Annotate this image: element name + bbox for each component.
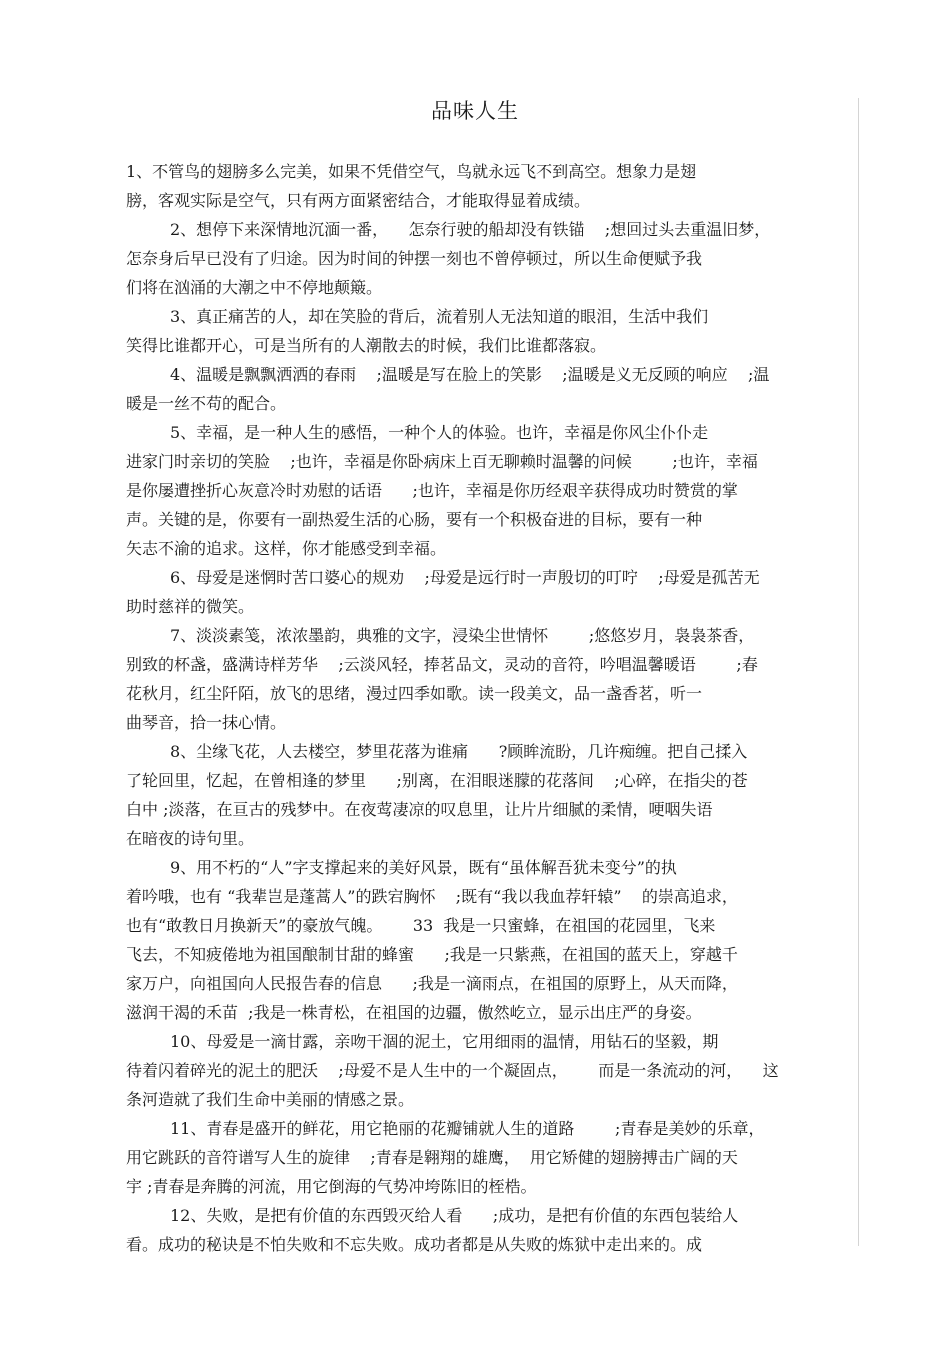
- text-line: 1、不管鸟的翅膀多么完美，如果不凭借空气，鸟就永远飞不到高空。想象力是翅: [126, 162, 697, 181]
- text-line: 曲琴音，拾一抹心情。: [126, 713, 287, 732]
- page-edge-rule: [858, 98, 859, 1246]
- text-line: 10、母爱是一滴甘露，亲吻干涸的泥土，它用细雨的温情，用钻石的坚毅，期: [170, 1032, 719, 1051]
- text-line: 11、青春是盛开的鲜花，用它艳丽的花瓣铺就人生的道路 ;青春是美妙的乐章，: [170, 1119, 765, 1138]
- text-line: 笑得比谁都开心，可是当所有的人潮散去的时候，我们比谁都落寂。: [126, 336, 607, 355]
- text-line: 花秋月，红尘阡陌，放飞的思绪，漫过四季如歌。读一段美文，品一盏香茗，听一: [126, 684, 703, 703]
- document-body: [126, 157, 856, 1259]
- text-line: 白中 ;淡落，在亘古的残梦中。在夜莺凄凉的叹息里，让片片细腻的柔情，哽咽失语: [126, 800, 713, 819]
- text-line: 用它跳跃的音符谱写人生的旋律 ;青春是翱翔的雄鹰， 用它矫健的翅膀搏击广阔的天: [126, 1148, 738, 1167]
- text-line: 待着闪着碎光的泥土的肥沃 ;母爱不是人生中的一个凝固点， 而是一条流动的河， 这: [126, 1061, 779, 1080]
- text-line: 飞去，不知疲倦地为祖国酿制甘甜的蜂蜜 ;我是一只紫燕，在祖国的蓝天上，穿越千: [126, 945, 738, 964]
- text-line: 矢志不渝的追求。这样，你才能感受到幸福。: [126, 539, 447, 558]
- text-line: 也有“敢教日月换新天”的豪放气魄。 33 我是一只蜜蜂，在祖国的花园里，飞来: [126, 916, 716, 935]
- text-line: 12、失败，是把有价值的东西毁灭给人看 ;成功，是把有价值的东西包装给人: [170, 1206, 739, 1225]
- text-line: 家万户，向祖国向人民报告春的信息 ;我是一滴雨点，在祖国的原野上，从天而降，: [126, 974, 738, 993]
- text-line: 3、真正痛苦的人，却在笑脸的背后，流着别人无法知道的眼泪，生活中我们: [170, 307, 709, 326]
- text-line: 6、母爱是迷惘时苦口婆心的规劝 ;母爱是远行时一声殷切的叮咛 ;母爱是孤苦无: [170, 568, 760, 587]
- text-line: 滋润干渴的禾苗 ;我是一株青松，在祖国的边疆，傲然屹立，显示出庄严的身姿。: [126, 1003, 702, 1022]
- text-line: 4、温暖是飘飘洒洒的春雨 ;温暖是写在脸上的笑影 ;温暖是义无反顾的响应 ;温: [170, 365, 770, 384]
- text-line: 暖是一丝不苟的配合。: [126, 394, 287, 413]
- text-line: 进家门时亲切的笑脸 ;也许，幸福是你卧病床上百无聊赖时温馨的问候 ;也许，幸福: [126, 452, 758, 471]
- text-line: 条河造就了我们生命中美丽的情感之景。: [126, 1090, 415, 1109]
- text-line: 助时慈祥的微笑。: [126, 597, 255, 616]
- text-line: 们将在汹涌的大潮之中不停地颠簸。: [126, 278, 383, 297]
- text-line: 在暗夜的诗句里。: [126, 829, 255, 848]
- text-line: 7、淡淡素笺，浓浓墨韵，典雅的文字，浸染尘世情怀 ;悠悠岁月，袅袅茶香，: [170, 626, 755, 645]
- text-line: 了轮回里，忆起，在曾相逢的梦里 ;别离，在泪眼迷朦的花落间 ;心碎，在指尖的苍: [126, 771, 748, 790]
- text-line: 8、尘缘飞花，人去楼空，梦里花落为谁痛 ?顾眸流盼，几许痴缠。把自己揉入: [170, 742, 748, 761]
- text-line: 膀，客观实际是空气，只有两方面紧密结合，才能取得显着成绩。: [126, 191, 591, 210]
- text-line: 着吟哦，也有 “我辈岂是蓬蒿人”的跌宕胸怀 ;既有“我以我血荐轩辕” 的崇高追求，: [126, 887, 738, 906]
- text-line: 9、用不朽的“人”字支撑起来的美好风景，既有“虽体解吾犹未变兮”的执: [170, 858, 677, 877]
- text-line: 别致的杯盏，盛满诗样芳华 ;云淡风轻，捧茗品文，灵动的音符，吟唱温馨暖语 ;春: [126, 655, 758, 674]
- text-line: 看。成功的秘诀是不怕失败和不忘失败。成功者都是从失败的炼狱中走出来的。成: [126, 1235, 703, 1254]
- text-line: 是你屡遭挫折心灰意冷时劝慰的话语 ;也许，幸福是你历经艰辛获得成功时赞赏的掌: [126, 481, 738, 500]
- text-line: 2、想停下来深情地沉湎一番， 怎奈行驶的船却没有铁锚 ;想回过头去重温旧梦，: [170, 220, 771, 239]
- text-line: 声。关键的是，你要有一副热爱生活的心肠，要有一个积极奋进的目标，要有一种: [126, 510, 703, 529]
- text-line: 怎奈身后早已没有了归途。因为时间的钟摆一刻也不曾停顿过，所以生命便赋予我: [126, 249, 703, 268]
- text-line: 宇 ;青春是奔腾的河流，用它倒海的气势冲垮陈旧的桎梏。: [126, 1177, 537, 1196]
- page-title: 品味人生: [431, 99, 519, 123]
- text-line: 5、幸福，是一种人生的感悟，一种个人的体验。也许，幸福是你风尘仆仆走: [170, 423, 709, 442]
